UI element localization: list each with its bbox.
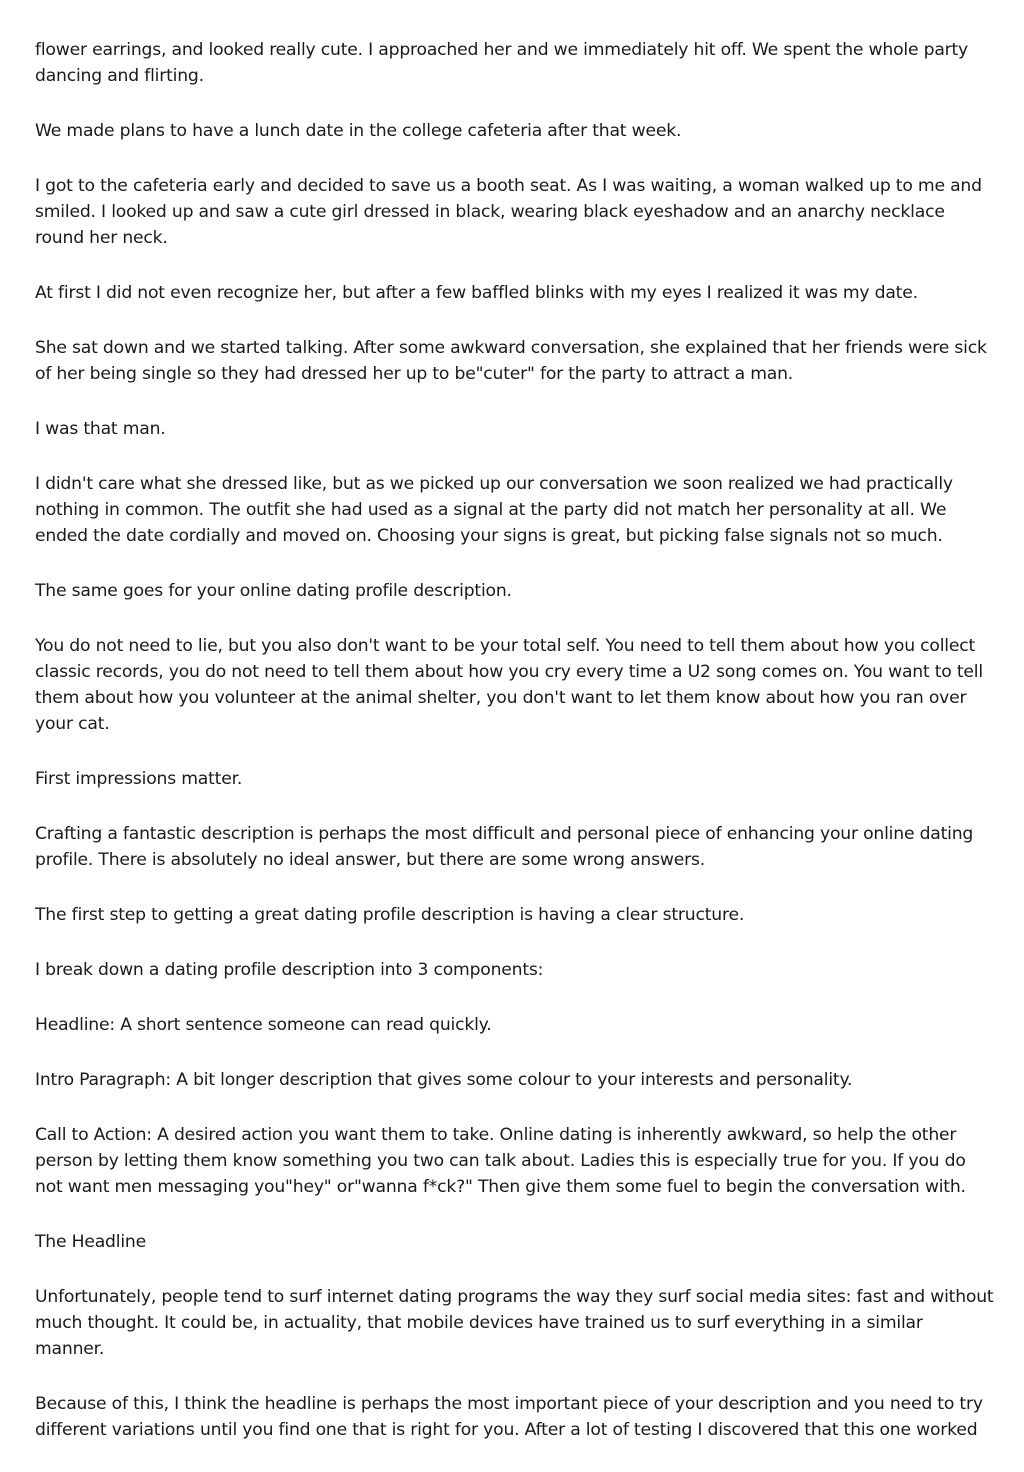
- paragraph: flower earrings, and looked really cute. I approached her and we immediately hit off. We spent the whole party dancing and flirting.: [35, 40, 969, 86]
- paragraph: She sat down and we started talking. After some awkward conversation, she explained that her friends were sick of her being single so they had dressed her up to be"cuter" for the party to attract a man.: [35, 338, 987, 384]
- paragraph: First impressions matter.: [35, 769, 243, 789]
- paragraph: Unfortunately, people tend to surf internet dating programs the way they surf social media sites: fast and without much thought. It could be, in actuality, that mobile devices have trained us to surf everything in a similar manner.: [35, 1287, 994, 1359]
- paragraph: I didn't care what she dressed like, but as we picked up our conversation we soon realized we had practically nothing in common. The outfit she had used as a signal at the party did not match her personality at all. We ended the date cordially and moved on. Choosing your signs is great, but picking false signals not so much.: [35, 474, 953, 546]
- paragraph: You do not need to lie, but you also don't want to be your total self. You need to tell them about how you collect classic records, you do not need to tell them about how you cry every time a U2 song comes on. You want to tell them about how you volunteer at the animal shelter, you don't want to let them know about how you ran over your cat.: [35, 636, 983, 734]
- paragraph: I break down a dating profile description into 3 components:: [35, 960, 544, 980]
- paragraph: Crafting a fantastic description is perhaps the most difficult and personal piece of enhancing your online dating profile. There is absolutely no ideal answer, but there are some wrong answers.: [35, 824, 974, 870]
- paragraph: I got to the cafeteria early and decided to save us a booth seat. As I was waiting, a woman walked up to me and smiled. I looked up and saw a cute girl dressed in black, wearing black eyeshadow and an anarchy necklace round her neck.: [35, 176, 982, 248]
- paragraph: Intro Paragraph: A bit longer description that gives some colour to your interests and personality.: [35, 1070, 853, 1090]
- paragraph: I was that man.: [35, 419, 166, 439]
- paragraph: The same goes for your online dating profile description.: [35, 581, 512, 601]
- paragraph: We made plans to have a lunch date in the college cafeteria after that week.: [35, 121, 682, 141]
- paragraph: Call to Action: A desired action you want them to take. Online dating is inherently awkward, so help the other person by letting them know something you two can talk about. Ladies this is especially true for you. If you do not want men messaging you"hey" or"wanna f*ck?" Then give them some fuel to begin the conversation with.: [35, 1125, 966, 1197]
- paragraph: The first step to getting a great dating profile description is having a clear structure.: [35, 905, 745, 925]
- paragraph: Because of this, I think the headline is perhaps the most important piece of your description and you need to try different variations until you find one that is right for you. After a lot of testing I discovered that this one worked: [35, 1394, 983, 1440]
- paragraph: Headline: A short sentence someone can read quickly.: [35, 1015, 492, 1035]
- paragraph: At first I did not even recognize her, but after a few baffled blinks with my eyes I realized it was my date.: [35, 283, 918, 303]
- document-page: [35, 37, 995, 1472]
- section-heading: The Headline: [35, 1232, 146, 1252]
